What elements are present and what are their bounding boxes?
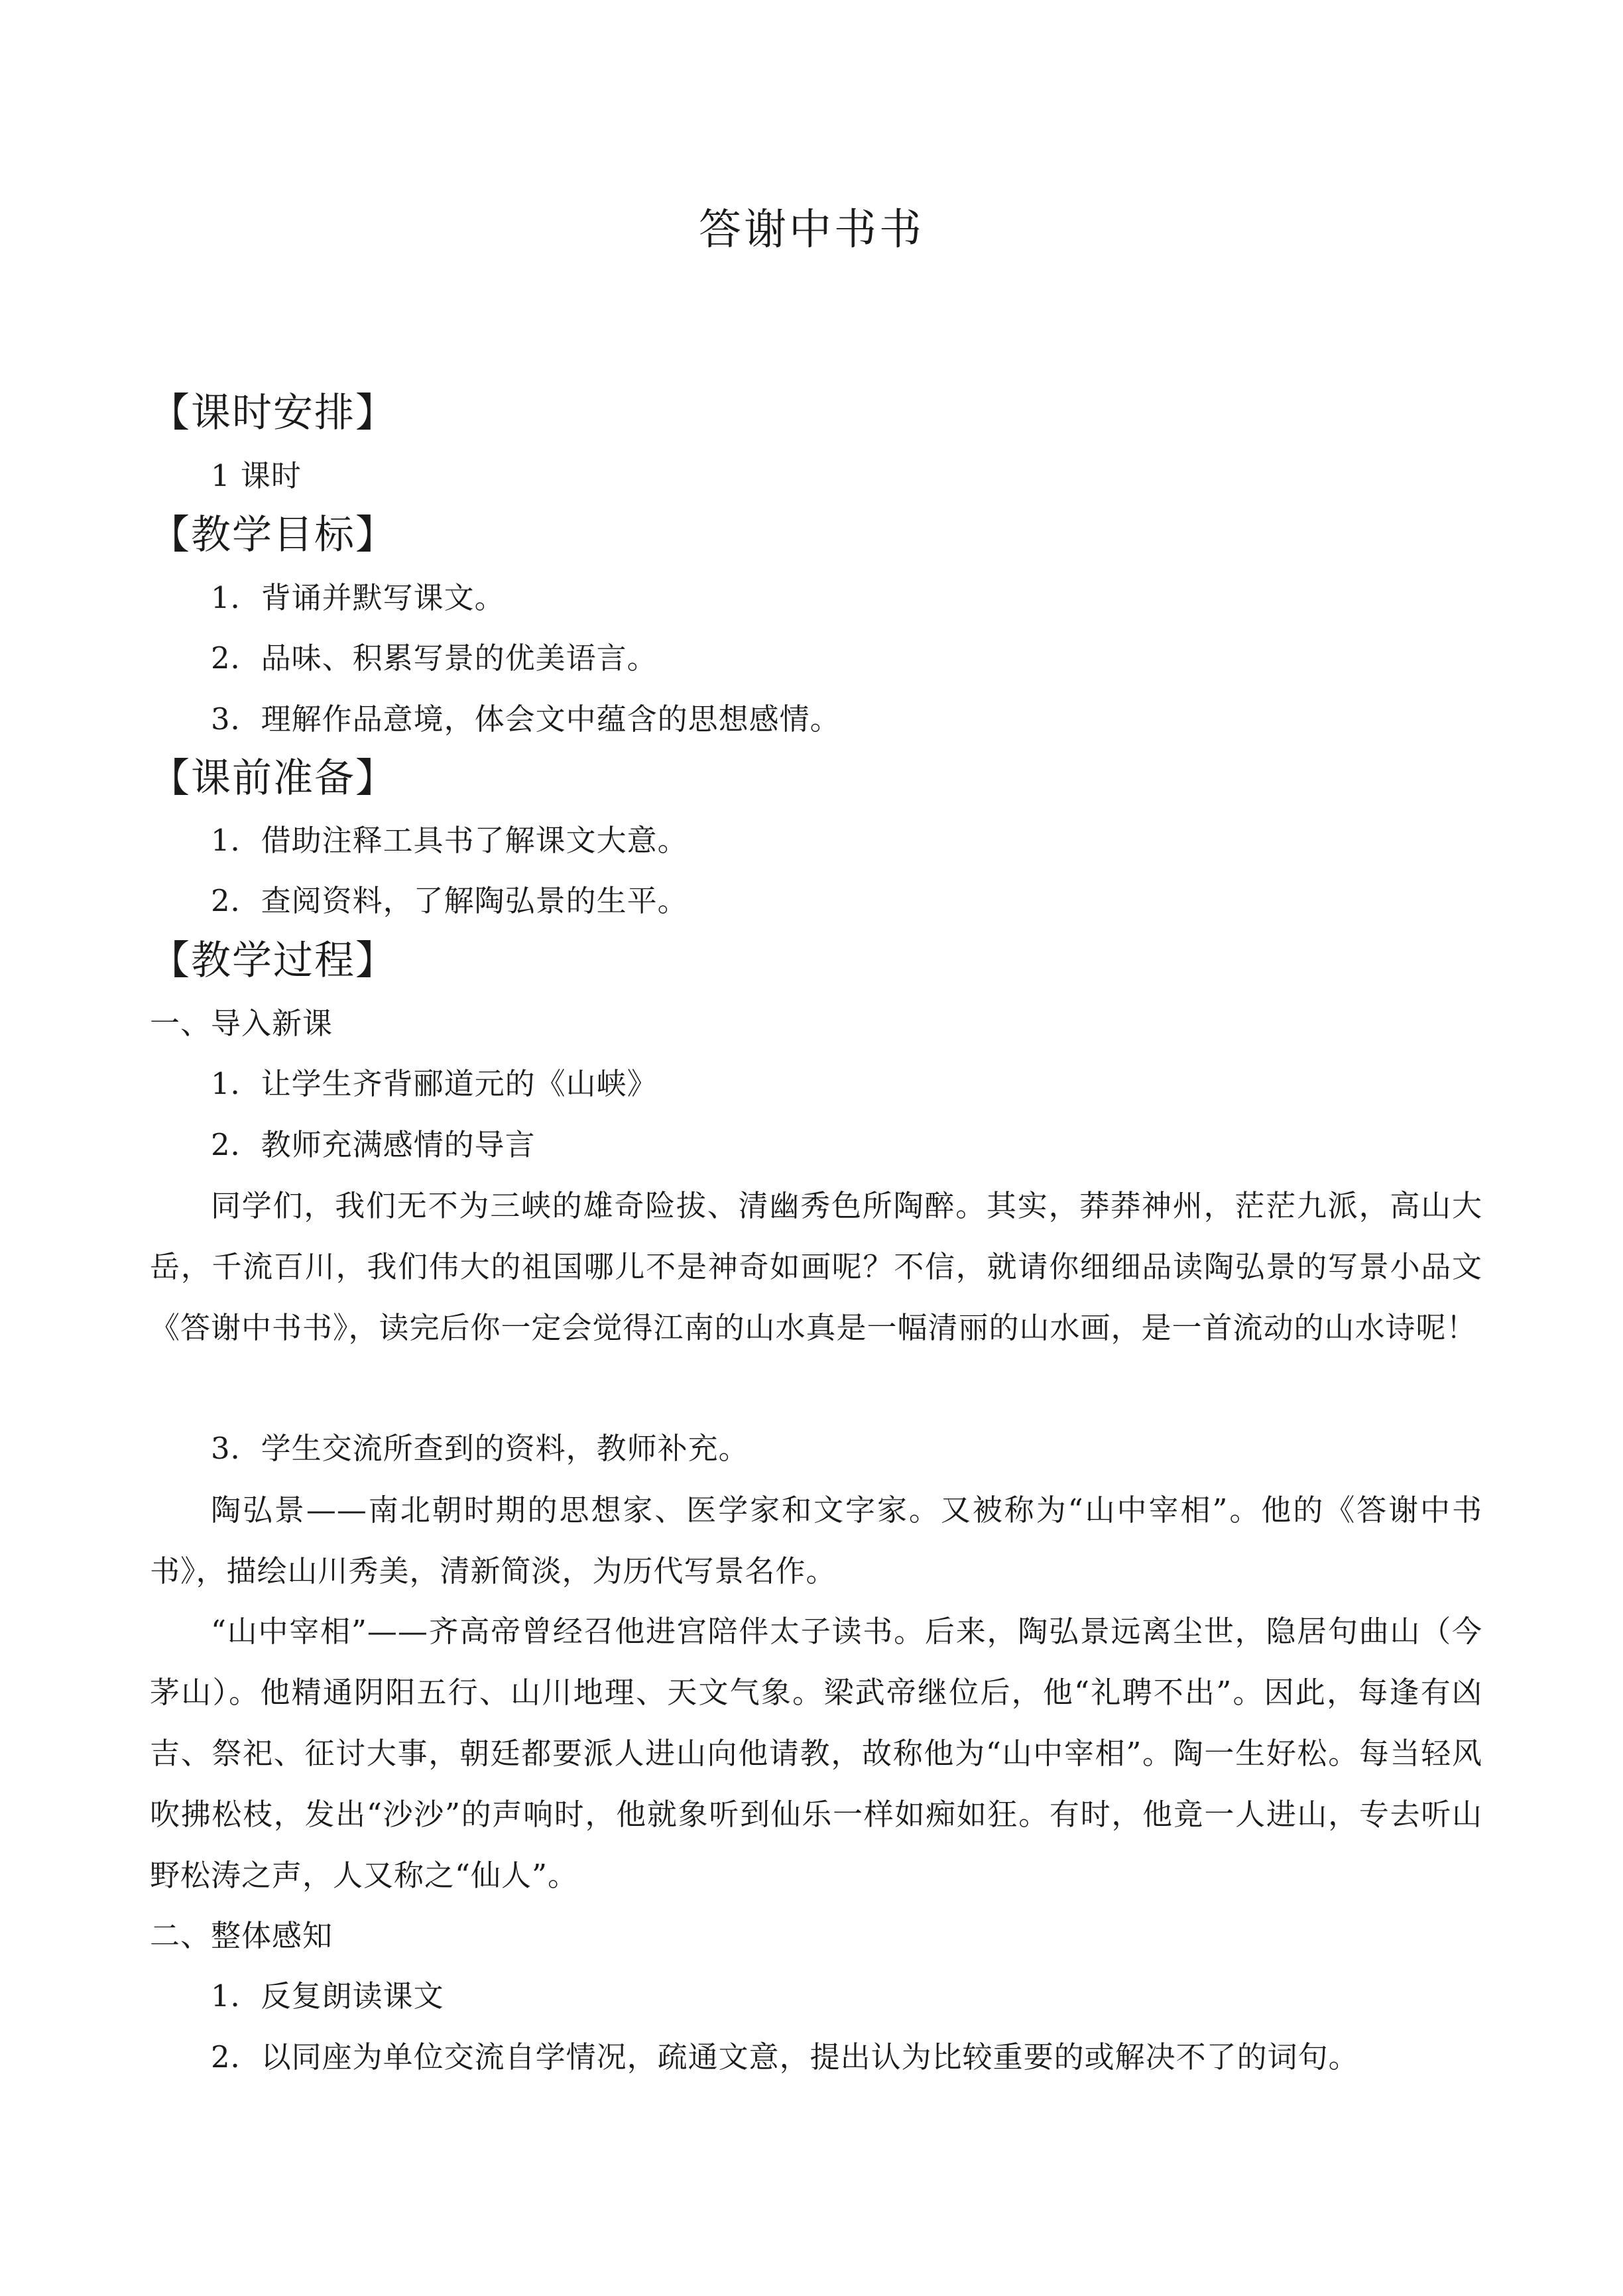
objective-item-3: 3．理解作品意境，体会文中蕴含的思想感情。 [211,701,841,737]
objective-item-1: 1．背诵并默写课文。 [211,580,505,615]
section-heading-objectives: 【教学目标】 [150,512,396,558]
biography-paragraph: 陶弘景——南北朝时期的思想家、医学家和文字家。又被称为“山中宰相”。他的《答谢中书书》，描绘山川秀美，清新简淡，为历代写景名作。 [150,1492,1482,1589]
section-heading-preparation: 【课前准备】 [150,755,396,802]
objective-item-2: 2．品味、积累写景的优美语言。 [211,640,658,676]
process-part2-heading: 二、整体感知 [150,1918,333,1953]
process-part2-item-1: 1．反复朗读课文 [211,1978,444,2014]
section-heading-schedule: 【课时安排】 [150,390,396,436]
process-part1-item-3: 3．学生交流所查到的资料，教师补充。 [211,1431,749,1466]
preparation-item-2: 2．查阅资料，了解陶弘景的生平。 [211,883,688,918]
process-part1-item-1: 1．让学生齐背郦道元的《山峡》 [211,1066,658,1101]
section-heading-process: 【教学过程】 [150,937,396,984]
schedule-item: 1 课时 [211,458,302,493]
preparation-item-1: 1．借助注释工具书了解课文大意。 [211,823,688,858]
process-part1-item-2: 2．教师充满感情的导言 [211,1127,536,1162]
intro-paragraph: 同学们，我们无不为三峡的雄奇险拔、清幽秀色所陶醉。其实，莽莽神州，茫茫九派，高山大岳，千流百川，我们伟大的祖国哪儿不是神奇如画呢？不信，就请你细细品读陶弘景的写景小品文《答谢中书书》，读完后你一定会觉得江南的山水真是一幅清丽的山水画，是一首流动的山水诗呢！ [150,1188,1482,1345]
nickname-paragraph: “山中宰相”——齐高帝曾经召他进宫陪伴太子读书。后来，陶弘景远离尘世，隐居句曲山（今茅山）。他精通阴阳五行、山川地理、天文气象。梁武帝继位后，他“礼聘不出”。因此，每逢有凶吉、祭祀、征讨大事，朝廷都要派人进山向他请教，故称他为“山中宰相”。陶一生好松。每当轻风吹拂松枝，发出“沙沙”的声响时，他就象听到仙乐一样如痴如狂。有时，他竟一人进山，专去听山野松涛之声，人又称之“仙人”。 [150,1614,1482,1893]
process-part2-item-2: 2．以同座为单位交流自学情况，疏通文意，提出认为比较重要的或解决不了的词句。 [211,2039,1359,2075]
document-title: 答谢中书书 [699,206,924,255]
process-part1-heading: 一、导入新课 [150,1006,333,1041]
